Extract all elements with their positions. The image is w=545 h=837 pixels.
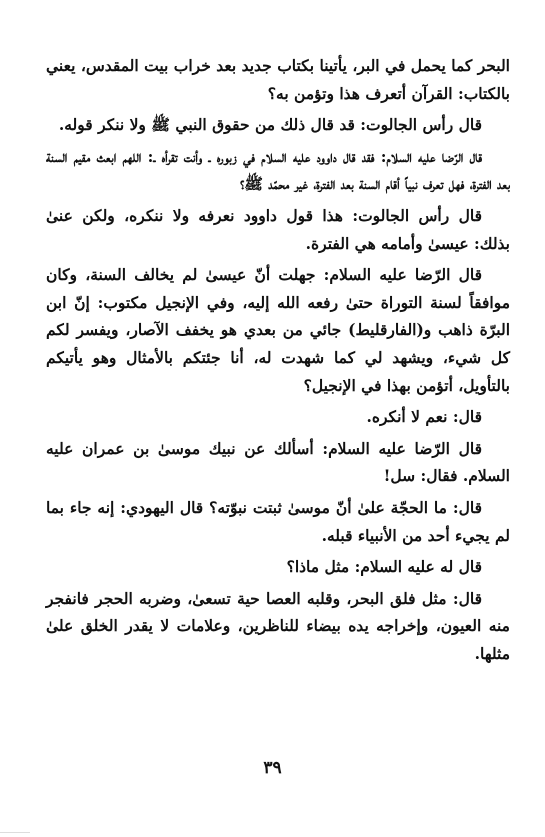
paragraph-4-text: قال رأس الجالوت: هذا قول داوود نعرفه ولا ننكره، ولكن عنىٰ بذلك: عيسىٰ وأمامه هي الفترة. [46,205,510,253]
paragraph-10 [46,585,510,668]
paragraph-1: البحر كما يحمل في البر، يأتينا بكتاب جديد بعد خراب بيت المقدس، يعني بالكتاب: القرآن أتعرف هذا وتؤمن به؟ [46,56,510,103]
paragraph-5-text: قال الرّضا عليه السلام: جهلت أنّ عيسىٰ لم يخالف السنة، وكان موافقاً لسنة التوراة حتىٰ رفعه الله إليه، وفي الإنجيل مكتوب: إنّ ابن البرّة ذاهب و(الفارقليط) جائي من بعدي هو يخفف الآصار، ويفسر لكم كل شيء، ويشهد لي كما شهدت له، أنا جئتكم بالأمثال وهو يأتيكم بالتأويل، أتؤمن بهذا في الإنجيل؟ [46,265,510,395]
page-number: ٣٩ [263,758,282,778]
paragraph-2 [46,111,510,139]
paragraph-6 [46,403,510,431]
paragraph-3-text: قال الرّضا عليه السلام: فقد قال داوود عليه السلام في زبوره ـ وأنت تقرأه ـ: اللهم ابعث مقيم السنة بعد الفترة، فهل تعرف نبياً أقام السنة بعد الفترة، غير محمّد ﷺ؟ [46,146,510,194]
paragraph-8-text: قال: ما الحجّة علىٰ أنّ موسىٰ ثبتت نبوّته؟ قال اليهودي: إنه جاء بما لم يجيء أحد من الأنبياء قبله. [46,497,510,545]
paragraph-3 [46,143,510,198]
page-body [46,52,510,812]
paragraph-9 [46,553,510,581]
paragraph-10-text: قال: مثل فلق البحر، وقلبه العصا حية تسعىٰ، وضربه الحجر فانفجر منه العيون، وإخراجه يده بيضاء للناظرين، وعلامات لا يقدر الخلق علىٰ مثلها. [46,588,510,663]
paragraph-2-text: قال رأس الجالوت: قد قال ذلك من حقوق النبي ﷺ ولا ننكر قوله. [58,115,482,135]
paragraph-7-text: قال الرّضا عليه السلام: أسألك عن نبيك موسىٰ بن عمران عليه السلام. فقال: سل! [46,438,510,486]
paragraph-6-text: قال: نعم لا أنكره. [366,407,482,427]
paragraph-8 [46,494,510,549]
paragraph-9-text: قال له عليه السلام: مثل ماذا؟ [286,557,482,577]
paragraph-7 [46,435,510,490]
paragraph-5 [46,261,510,399]
paragraph-4 [46,202,510,257]
scan-edge-divider [0,832,30,833]
